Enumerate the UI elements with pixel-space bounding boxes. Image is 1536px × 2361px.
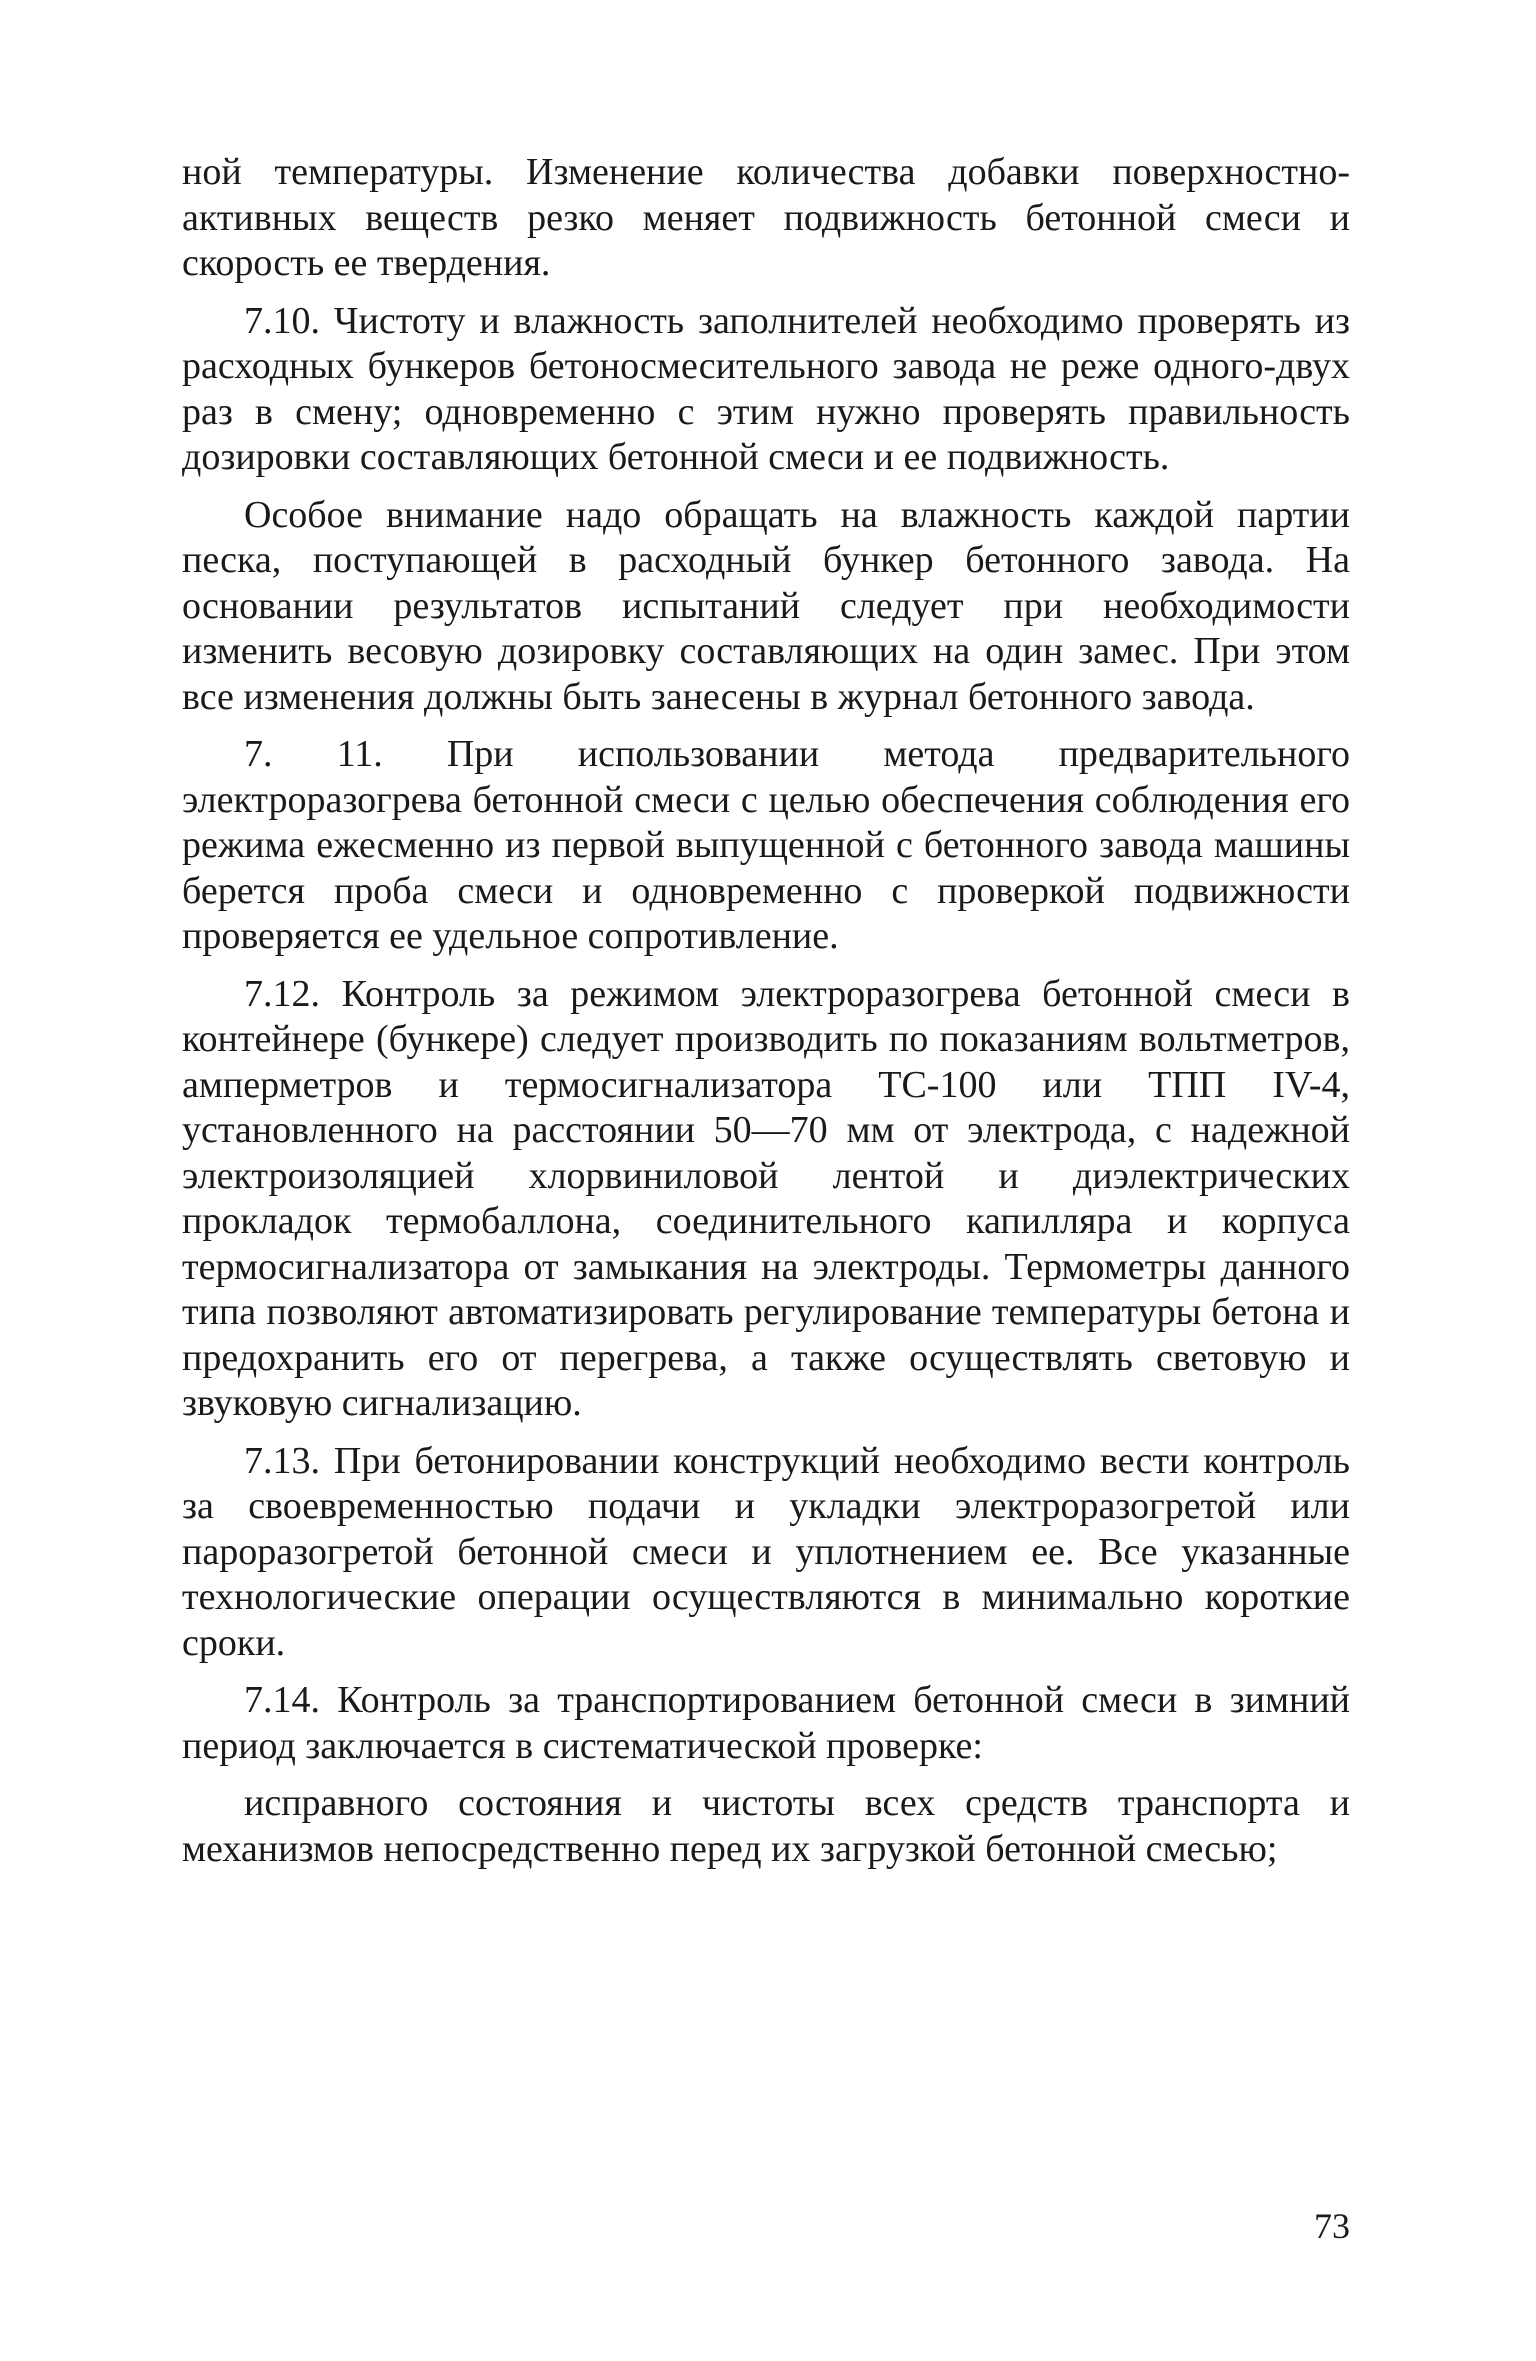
paragraph-7-11: 7. 11. При использовании метода предварительного электроразогрева бетонной смеси с целью обеспечения соблюдения его режима ежесменно из первой выпущенной с бетонного завода машины берется проба смеси и одновременно с проверкой подвижности проверяется ее удельное сопротивление. (182, 733, 1350, 957)
paragraph-7-14: 7.14. Контроль за транспортированием бетонной смеси в зимний период заключается в систематической проверке: (182, 1679, 1350, 1767)
paragraph-sand-moisture: Особое внимание надо обращать на влажность каждой партии песка, поступающей в расходный бункер бетонного завода. На основании результатов испытаний следует при необходимости изменить весовую дозировку составляющих на один замес. При этом все изменения должны быть занесены в журнал бетонного завода. (182, 493, 1350, 718)
paragraph-7-13: 7.13. При бетонировании конструкций необходимо вести контроль за своевременностью подачи и укладки электроразогретой или пароразогретой бетонной смеси и уплотнением ее. Все указанные технологические операции осуществляются в минимально короткие сроки. (182, 1439, 1350, 1664)
paragraph-list-item: исправного состояния и чистоты всех средств транспорта и механизмов непосредственно перед их загрузкой бетонной смесью; (182, 1782, 1350, 1870)
paragraph-7-12: 7.12. Контроль за режимом электроразогрева бетонной смеси в контейнере (бункере) следует производить по показаниям вольтметров, амперметров и термосигнализатора ТС-100 или ТПП IV-4, установленного на расстоянии 50—70 мм от электрода, с надежной электроизоляцией хлорвиниловой лентой и диэлектрических прокладок термобаллона, соединительного капилляра и корпуса термосигнализатора от замыкания на электроды. Термометры данного типа позволяют автоматизировать регулирование температуры бетона и предохранить его от перегрева, а также осуществлять световую и звуковую сигнализацию. (182, 972, 1350, 1424)
page-body (182, 150, 1350, 1872)
page-number: 73 (1314, 2206, 1350, 2246)
paragraph-7-10: 7.10. Чистоту и влажность заполнителей необходимо проверять из расходных бункеров бетоносмесительного завода не реже одного-двух раз в смену; одновременно с этим нужно проверять правильность дозировки составляющих бетонной смеси и ее подвижность. (182, 299, 1350, 478)
paragraph-continuation: ной температуры. Изменение количества добавки поверхностно-активных веществ резко меняет подвижность бетонной смеси и скорость ее твердения. (182, 151, 1350, 284)
